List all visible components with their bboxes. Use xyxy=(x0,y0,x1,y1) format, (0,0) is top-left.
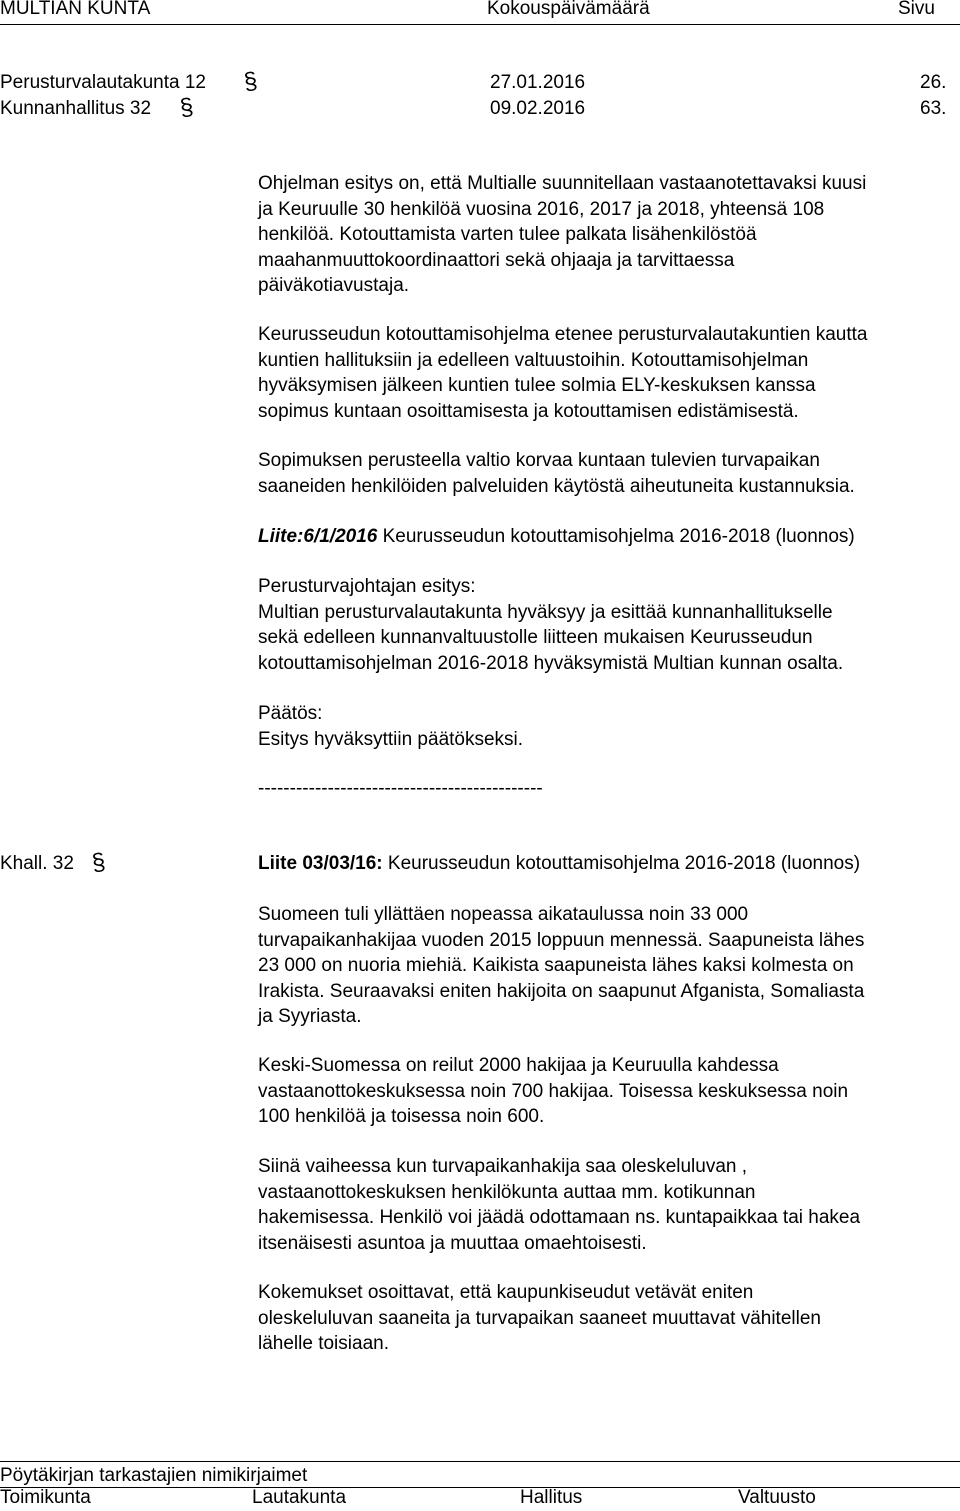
section-symbol-3: § xyxy=(90,848,108,877)
footer-divider-2 xyxy=(0,1487,960,1488)
meeting-date-label: Kokouspäivämäärä xyxy=(487,0,650,19)
attachment-line-2 xyxy=(258,851,958,877)
proposal-heading: Perusturvajohtajan esitys: xyxy=(258,576,476,597)
organization-name: MULTIAN KUNTA xyxy=(0,0,151,19)
paragraph-central-finland: Keski-Suomessa on reilut 2000 hakijaa ja Keuruulla kahdessa vastaanottokeskuksessa noin 700 hakijaa. Toisessa keskuksessa noin 100 henkilöä ja toisessa noin 600. xyxy=(258,1055,849,1127)
decision-heading: Päätös: xyxy=(258,703,323,724)
meeting-page-2: 63. xyxy=(920,98,947,119)
attachment-title-2: Keurusseudun kotouttamisohjelma 2016-2018 (luonnos) xyxy=(382,853,861,874)
decision-block xyxy=(258,701,958,752)
decision-text: Esitys hyväksyttiin päätökseksi. xyxy=(258,728,524,750)
header-divider xyxy=(0,24,960,25)
section2-body: Khall. 32 xyxy=(0,853,74,874)
section-separator: --------------------------------------------- xyxy=(258,778,543,799)
footer-initials-label: Pöytäkirjan tarkastajien nimikirjaimet xyxy=(0,1465,308,1486)
paragraph-program-process: Keurusseudun kotouttamisohjelma etenee perusturvalautakuntien kautta kuntien hallituksiin ja edelleen valtuustoihin. Kotouttamisohjelman hyväksymisen jälkeen kuntien tulee solmia ELY-keskuksen kanssa sopimus kuntaan osoittamisesta ja kotouttamisen edistämisestä. xyxy=(258,324,868,422)
meeting-date-2: 09.02.2016 xyxy=(490,98,586,119)
paragraph-experiences: Kokemukset osoittavat, että kaupunkiseudut vetävät eniten oleskeluluvan saaneita ja turvapaikan saaneet muuttavat vähitellen lähelle toisiaan. xyxy=(258,1282,821,1354)
meeting-date-1: 27.01.2016 xyxy=(490,72,586,93)
footer-divider xyxy=(0,1461,960,1462)
attachment-title-1: Keurusseudun kotouttamisohjelma 2016-2018 (luonnos) xyxy=(377,526,855,547)
meeting-body-1: Perusturvalautakunta 12 xyxy=(0,72,206,93)
attachment-label-2: Liite 03/03/16: xyxy=(258,853,383,874)
paragraph-asylum-seekers: Suomeen tuli yllättäen nopeassa aikataulussa noin 33 000 turvapaikanhakijaa vuoden 2015 loppuun mennessä. Saapuneista lähes 23 000 on nuoria miehiä. Kaikista saapuneista lähes kaksi kolmesta on Irakista. Seuraavaksi eniten hakijoita on saapunut Afganista, Somaliasta ja Syyriasta. xyxy=(258,904,865,1027)
footer-col-lautakunta: Lautakunta xyxy=(252,1487,347,1508)
meeting-page-1: 26. xyxy=(920,72,947,93)
footer-col-valtuusto: Valtuusto xyxy=(738,1487,816,1508)
meeting-body-2: Kunnanhallitus 32 xyxy=(0,98,152,119)
paragraph-compensation: Sopimuksen perusteella valtio korvaa kuntaan tulevien turvapaikan saaneiden henkilöiden palveluiden käytöstä aiheutuneita kustannuksia. xyxy=(258,450,855,497)
section-symbol-1: § xyxy=(242,67,260,96)
footer-col-hallitus: Hallitus xyxy=(520,1487,583,1508)
footer-col-toimikunta: Toimikunta xyxy=(0,1487,91,1508)
attachment-line-1 xyxy=(258,524,958,550)
paragraph-program-proposal: Ohjelman esitys on, että Multialle suunnitellaan vastaanotettavaksi kuusi ja Keuruulle 30 henkilöä vuosina 2016, 2017 ja 2018, yhteensä 108 henkilöä. Kotouttamista varten tulee palkata lisähenkilöstöä maahanmuuttokoordinaattori sekä ohjaaja ja tarvittaessa päiväkotiavustaja. xyxy=(258,173,867,296)
proposal-block: Perusturvajohtajan esitys: Multian perusturvalautakunta hyväksyy ja esittää kunnanhallitukselle sekä edelleen kunnanvaltuustolle liitteen mukaisen Keurusseudun kotouttamisohjelman 2016-2018 hyväksymistä Multian kunnan osalta. xyxy=(258,574,958,676)
page-label: Sivu xyxy=(898,0,935,19)
section-symbol-2: § xyxy=(178,93,196,122)
paragraph-residence-permit: Siinä vaiheessa kun turvapaikanhakija saa oleskeluluvan , vastaanottokeskuksen henkilökunta auttaa mm. kotikunnan hakemisessa. Henkilö voi jäädä odottamaan ns. kuntapaikkaa tai hakea itsenäisesti asuntoa ja muuttaa omaehtoisesti. xyxy=(258,1156,861,1254)
attachment-label-1: Liite:6/1/2016 xyxy=(258,526,378,547)
